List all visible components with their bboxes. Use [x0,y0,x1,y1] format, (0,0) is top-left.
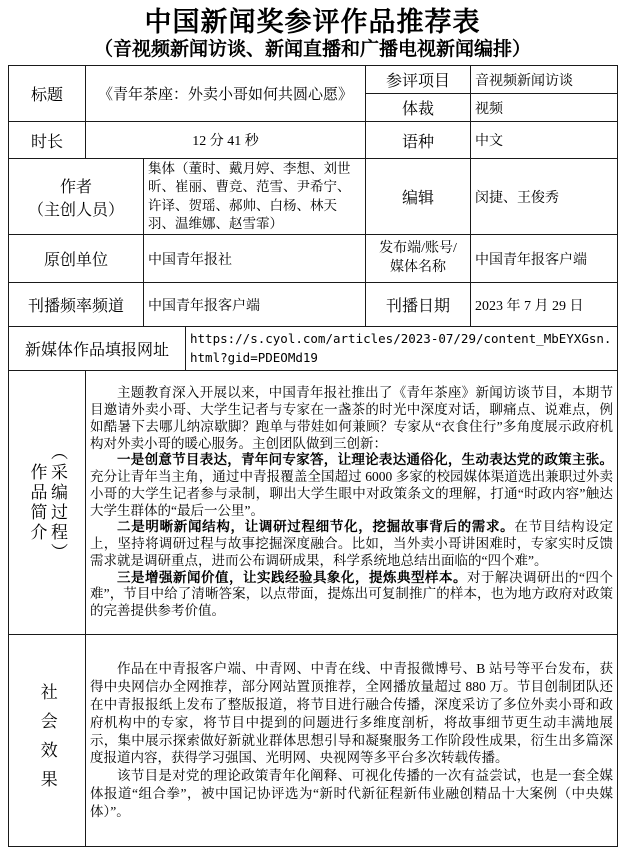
platform-value: 中国青年报客户端 [471,235,618,283]
document-title: 中国新闻奖参评作品推荐表 [144,7,481,37]
channel-label: 刊播频率频道 [9,283,144,327]
publish-date-label: 刊播日期 [366,283,471,327]
duration-label: 时长 [9,122,86,159]
social-label-column [13,683,81,799]
language-value: 中文 [471,122,618,159]
author-label [9,159,144,235]
recommendation-form-table [8,65,618,847]
entry-item-label: 参评项目 [366,66,471,94]
social-label [9,635,86,847]
title-label: 标题 [9,66,86,122]
social-content: 作品在中青报客户端、中青网、中青在线、中青报微博号、B 站号等平台发布，获得中央网信办全网推荐，部分网站置顶推荐，全网播放量超过 880 万。节目创制团队还在中青报报纸上发布了整版报道，将节目进行融合传播，深度采访了多位外卖小哥和政府机构中的专家，将节目中提到的问题进行多维度剖析，将故事细节更生动丰满地展示，集中展示探索做好新就业群体思想引导和凝聚服务工作阶段性成果，衍生出多篇深度报道内容，获得学习强国、光明网、央视网等多平台多次转载传播。 该节目是对党的理论政策青年化阐释、可视化传播的一次有益尝试，也是一套全媒体报道“组合拳”，被中国记协评选为“新时代新征程新伟业融创精品十大案例（中央媒体）”。 [86,635,618,847]
editor-value: 闵捷、王俊秀 [471,159,618,235]
original-unit-value: 中国青年报社 [144,235,366,283]
intro-label-paren: （采编过程） [48,442,68,563]
title-value: 《青年茶座：外卖小哥如何共圆心愿》 [86,66,366,122]
genre-label: 体裁 [366,94,471,122]
author-label-line2: （主创人员） [27,201,124,219]
intro-content: 主题教育深入开展以来，中国青年报社推出了《青年茶座》新闻访谈节目，本期节目邀请外卖小哥、大学生记者与专家在一盏茶的时光中深度对话，聊痛点、说难点，例如酷暑下去哪儿纳凉歇脚？跑单与带娃如何兼顾？专家从“衣食住行”多角度展示政府机构对外卖小哥的暖心服务。主创团队做到三创新： 一是创意节目表达，青年问专家答，让理论表达通俗化，生动表达党的政策主张。充分让青年当主角，通过中青报覆盖全国超过 6000 多家的校园媒体渠道选出兼职过外卖小哥的大学生记者参与录制，聊出大学生眼中对政策条文的理解，打通“时政内容”触达大学生群体的“最后一公里”。 二是明晰新闻结构，让调研过程细节化，挖掘故事背后的需求。在节目结构设定上，坚持将调研过程与故事挖掘深度融合。比如，当外卖小哥讲困难时，专家实时反馈需求就是调研重点，进而公布调研成果，科学系统地总结出面临的“四个难”。 三是增强新闻价值，让实践经验具象化，提炼典型样本。对于解决调研出的“四个难”，节目中给了清晰答案，以点带面，提炼出可复制推广的样本，也为地方政府对政策的完善提供参考价值。 [86,371,618,635]
channel-value: 中国青年报客户端 [144,283,366,327]
duration-value: 12 分 41 秒 [86,122,366,159]
intro-label [9,371,86,635]
intro-label-columns [13,443,81,563]
genre-value: 视频 [471,94,618,122]
intro-label-main: 作品简介 [27,462,47,543]
author-value: 集体（董时、戴月婷、李想、刘世昕、崔丽、曹竞、范雪、尹希宁、许译、贺瑶、郝帅、白杨、林天羽、温维娜、赵雪霏） [144,159,366,235]
original-unit-label: 原创单位 [9,235,144,283]
platform-label [366,235,471,283]
language-label: 语种 [366,122,471,159]
editor-label: 编辑 [366,159,471,235]
url-value: https://s.cyol.com/articles/2023-07/29/content_MbEYXGsn.html?gid=PDEOMd19 [186,327,618,371]
author-label-line1: 作者 [59,178,92,196]
social-label-text: 社会效果 [37,682,57,799]
document-subtitle: （音视频新闻访谈、新闻直播和广播电视新闻编排） [93,39,531,61]
publish-date-value: 2023 年 7 月 29 日 [471,283,618,327]
platform-label-line2: 媒体名称 [390,259,447,275]
platform-label-line1: 发布端/账号/ [379,240,457,256]
url-label: 新媒体作品填报网址 [9,327,186,371]
entry-item-value: 音视频新闻访谈 [471,66,618,94]
